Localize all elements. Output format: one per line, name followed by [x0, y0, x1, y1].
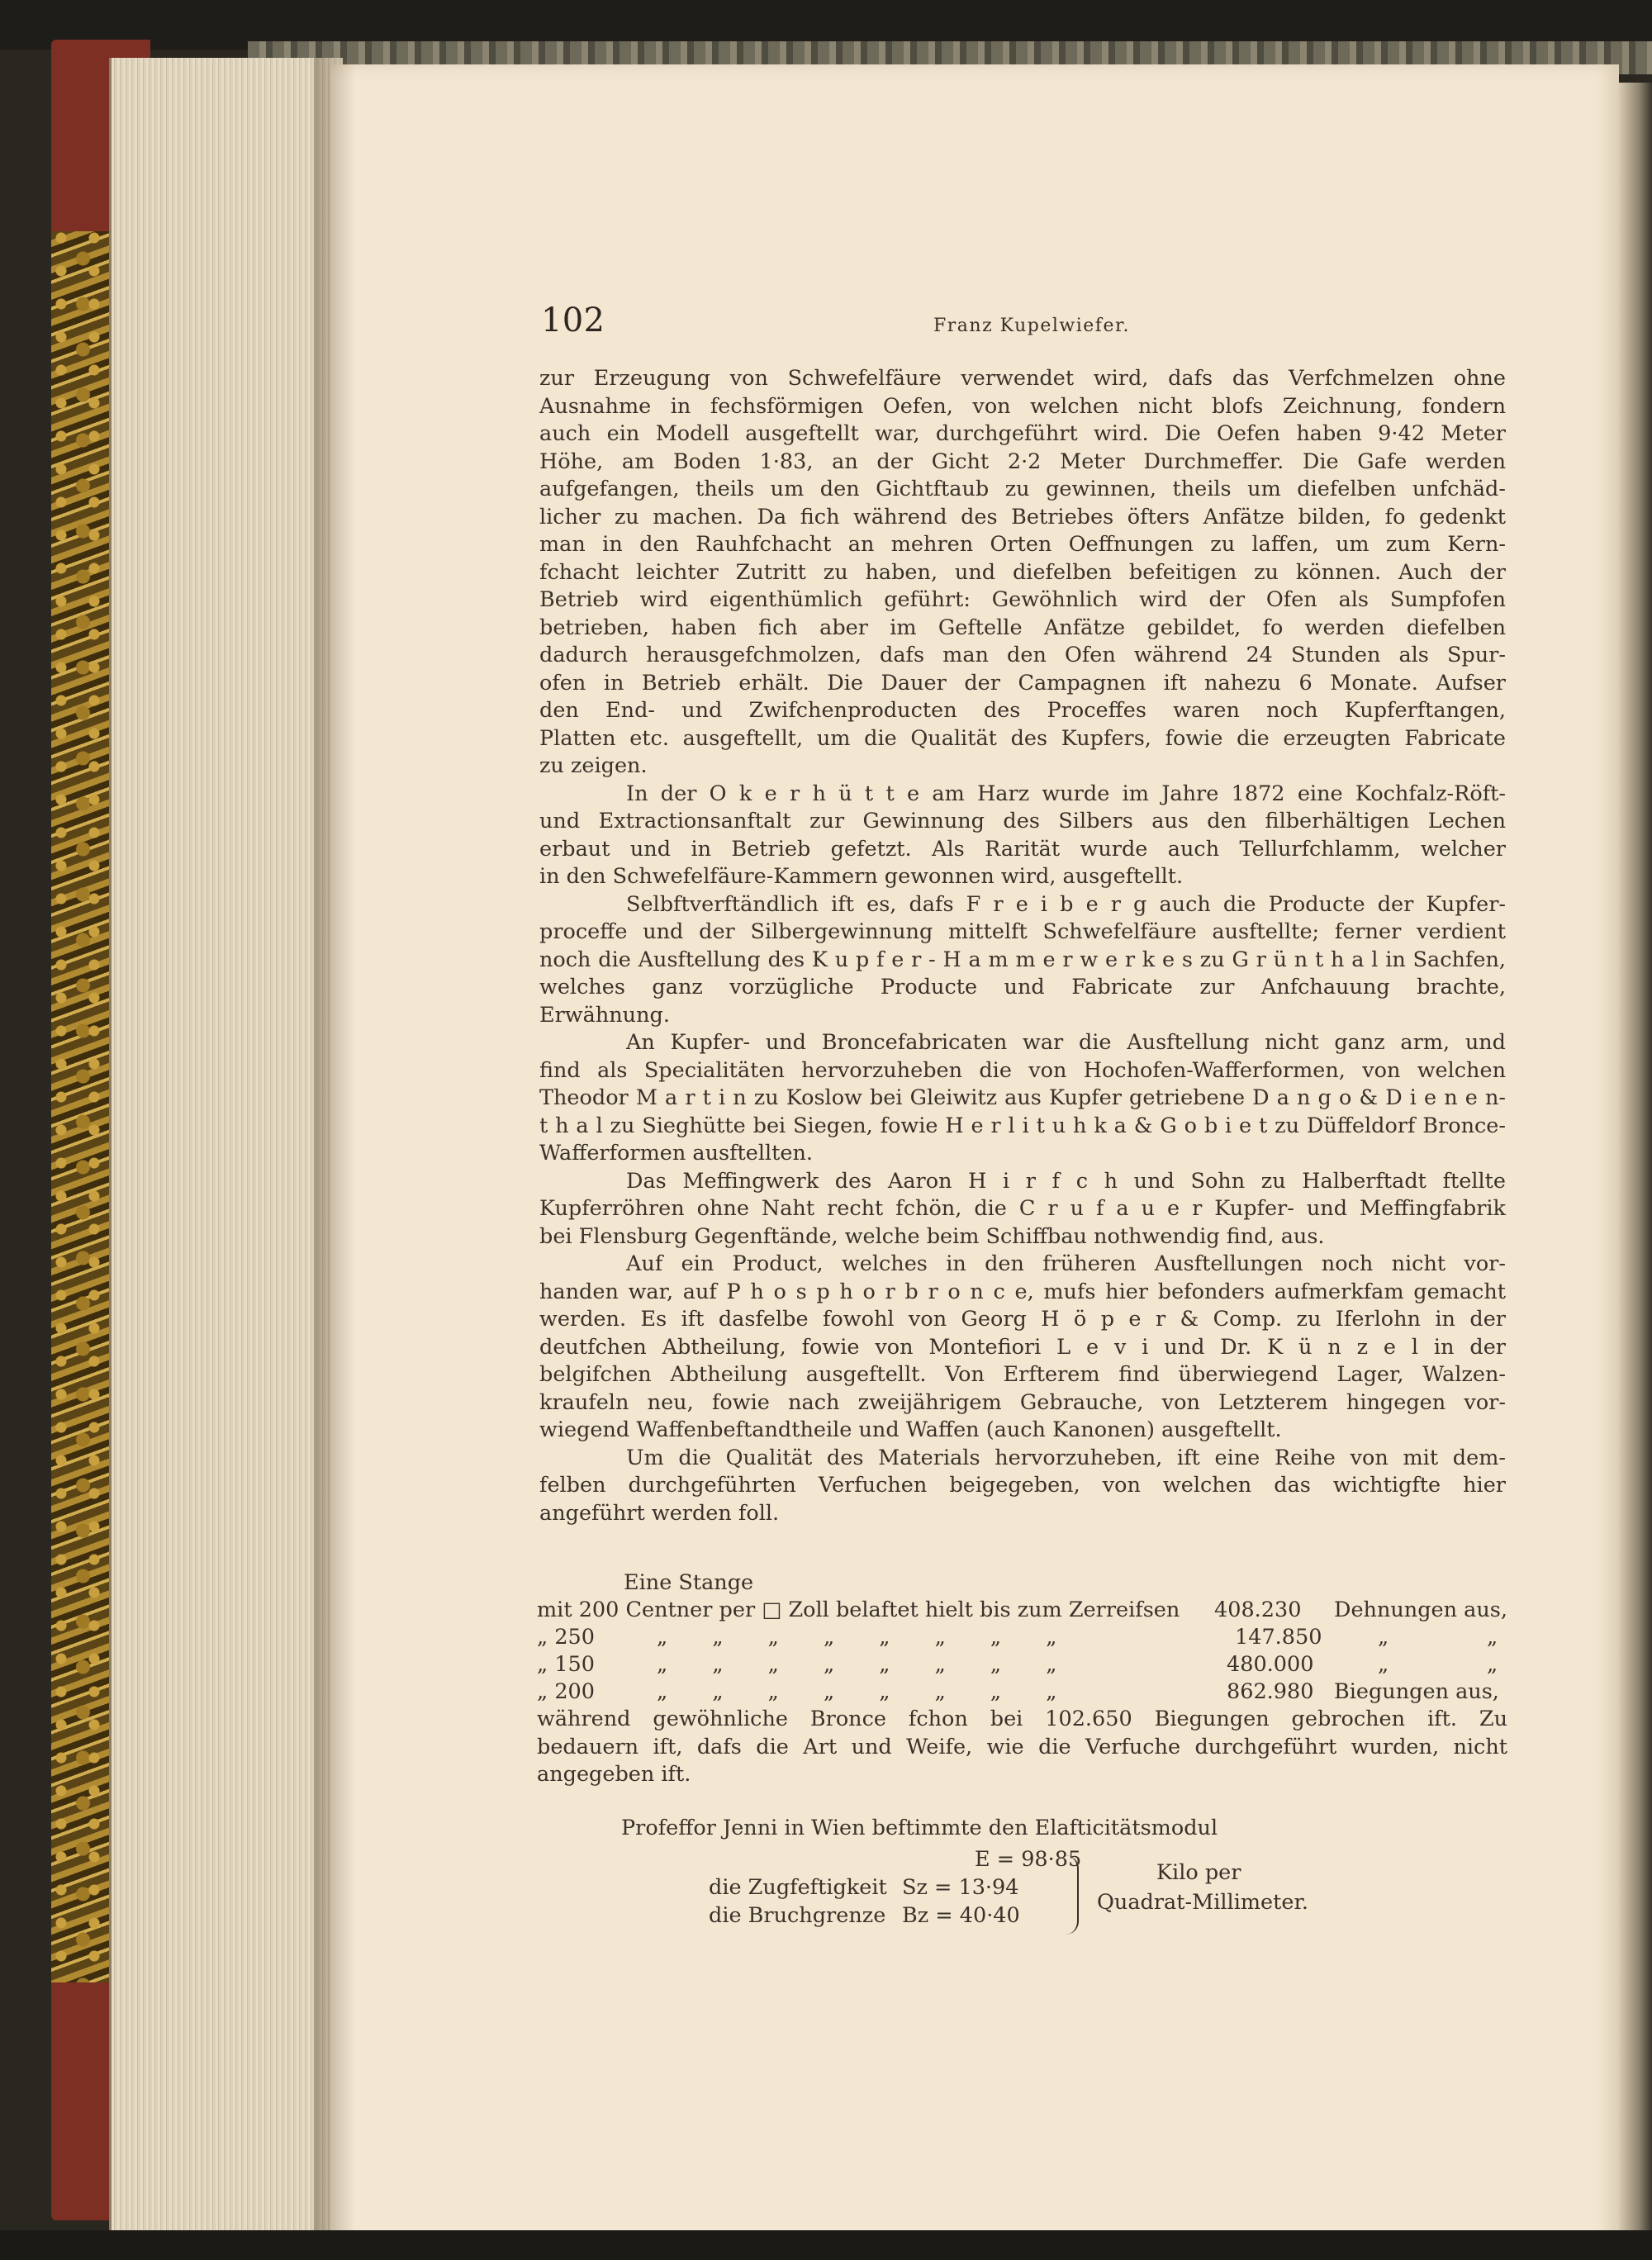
text-line: betrieben, haben fich aber im Geftelle Anfätze gebildet, fo werden diefelben: [539, 615, 1506, 640]
page-number: 102: [541, 301, 605, 339]
text-line: Um die Qualität des Materials hervorzuheben, ift eine Reihe von mit dem-: [626, 1445, 1506, 1470]
text-line: bei Flensburg Gegenftände, welche beim Schiffbau nothwendig find, aus.: [539, 1223, 1325, 1249]
text-line: Höhe, am Boden 1·83, an der Gicht 2·2 Meter Durchmeffer. Die Gafe werden: [539, 449, 1506, 474]
ditto-marks: „ „ „ „ „ „ „ „: [657, 1652, 1057, 1677]
text-line: licher zu machen. Da fich während des Betriebes öfters Anfätze bilden, fo gedenkt: [539, 504, 1506, 529]
table-row: [537, 1624, 1507, 1651]
text-line: Erwähnung.: [539, 1002, 670, 1028]
text-line: werden. Es ift dasfelbe fowohl von Georg H ö p e r & Comp. zu Iferlohn in der: [539, 1307, 1506, 1332]
table-row: [537, 1678, 1507, 1706]
page-stack: [109, 58, 343, 2230]
test-results-table: [537, 1569, 1507, 1789]
brace: [1066, 1855, 1079, 1935]
text-line: find als Specialitäten hervorzuheben die von Hochofen-Wafferformen, von welchen: [539, 1057, 1506, 1083]
text-line: wiegend Waffenbeftandtheile und Waffen (auch Kanonen) ausgeftellt.: [539, 1417, 1282, 1442]
text-line: und Extractionsanftalt zur Gewinnung des Silbers aus den filberhältigen Lechen: [539, 809, 1506, 833]
ditto-marks: „ „ „ „ „ „ „ „: [657, 1679, 1057, 1704]
text-line: in den Schwefelfäure-Kammern gewonnen wird, ausgeftellt.: [539, 864, 1184, 889]
table-after-line: bedauern ift, dafs die Art und Weife, wie die Verfuche durchgeführt wurden, nicht: [537, 1734, 1507, 1759]
formula-bz: Bz = 40·40: [902, 1903, 1020, 1928]
row-ditto: „: [1378, 1625, 1389, 1650]
formula-intro: Profeffor Jenni in Wien beftimmte den Elafticitätsmodul: [621, 1816, 1218, 1840]
formula-e: E = 98·85: [975, 1847, 1082, 1872]
gutter-shadow: [314, 58, 355, 2239]
text-line: ofen in Betrieb erhält. Die Dauer der Campagnen ift nahezu 6 Monate. Aufser: [539, 670, 1506, 696]
text-line: Das Meffingwerk des Aaron H i r f c h und Sohn zu Halberftadt ftellte: [626, 1168, 1506, 1194]
text-line: zu zeigen.: [539, 753, 648, 778]
row-value: 408.230: [1214, 1598, 1302, 1622]
row-ditto: „: [1378, 1652, 1389, 1677]
row-value: 480.000: [1227, 1652, 1314, 1677]
text-line: Platten etc. ausgeftellt, um die Qualität des Kupfers, fowie die erzeugten Fabricate: [539, 725, 1506, 751]
table-intro: Eine Stange: [624, 1570, 754, 1595]
row-ditto: „: [1487, 1625, 1498, 1650]
text-line: handen war, auf P h o s p h o r b r o n c e, mufs hier befonders aufmerkfam gemacht: [539, 1279, 1506, 1304]
text-line: belgifchen Abtheilung ausgeftellt. Von Erfterem find überwiegend Lager, Walzen-: [539, 1362, 1506, 1387]
table-after-line: während gewöhnliche Bronce fchon bei 102.650 Biegungen gebrochen ift. Zu: [537, 1707, 1507, 1731]
text-line: Ausnahme in fechsförmigen Oefen, von welchen nicht blofs Zeichnung, fondern: [539, 393, 1506, 419]
text-line: felben durchgeführten Verfuchen beigegeben, von welchen das wichtigfte hier: [539, 1473, 1506, 1498]
scan-bottom: [0, 2230, 1652, 2260]
text-line: kraufeln neu, fowie nach zweijährigem Gebrauche, von Letzterem hingegen vor-: [539, 1389, 1506, 1415]
text-line: Betrieb wird eigenthümlich geführt: Gewöhnlich wird der Ofen als Sumpfofen: [539, 587, 1506, 612]
text-line: proceffe und der Silbergewinnung mittelft Schwefelfäure ausftellte; ferner verdient: [539, 919, 1506, 944]
row-unit: Dehnungen aus,: [1334, 1598, 1507, 1622]
text-line: auch ein Modell ausgeftellt war, durchgeführt wird. Die Oefen haben 9·42 Meter: [539, 421, 1506, 446]
book-right-edge: [1619, 83, 1652, 2247]
text-line: deutfchen Abtheilung, fowie von Montefiori L e v i und Dr. K ü n z e l in der: [539, 1334, 1506, 1360]
text-line: An Kupfer- und Broncefabricaten war die Ausftellung nicht ganz arm, und: [626, 1030, 1506, 1055]
row-unit: Biegungen aus,: [1334, 1679, 1499, 1704]
row-ditto: „: [1487, 1652, 1498, 1677]
body-text: [539, 365, 1506, 1527]
text-line: In der O k e r h ü t t e am Harz wurde im Jahre 1872 eine Kochfalz-Röft-: [626, 781, 1506, 806]
ditto-marks: „ „ „ „ „ „ „ „: [657, 1625, 1057, 1650]
text-line: welches ganz vorzügliche Producte und Fabricate zur Anfchauung brachte,: [539, 975, 1506, 999]
text-line: Auf ein Product, welches in den früheren Ausftellungen noch nicht vor-: [626, 1251, 1506, 1276]
unit-line: Quadrat-Millimeter.: [1097, 1890, 1308, 1915]
text-line: Kupferröhren ohne Naht recht fchön, die C r u f a u e r Kupfer- und Meffingfabrik: [539, 1196, 1506, 1221]
row-value: 147.850: [1235, 1625, 1322, 1650]
text-line: Theodor M a r t i n zu Koslow bei Gleiwitz aus Kupfer getriebene D a n g o & D i e n e n-: [539, 1085, 1506, 1110]
text-line: den End- und Zwifchenproducten des Proceffes waren noch Kupferftangen,: [539, 698, 1506, 723]
row-load: mit 200 Centner per □ Zoll belaftet hielt bis zum Zerreifsen: [537, 1598, 1180, 1622]
text-line: angeführt werden foll.: [539, 1500, 780, 1526]
table-row: [537, 1597, 1507, 1624]
text-line: erbaut und in Betrieb gefetzt. Als Rarität wurde auch Tellurfchlamm, welcher: [539, 836, 1506, 862]
text-line: fchacht leichter Zutritt zu haben, und diefelben befeitigen zu können. Auch der: [539, 559, 1506, 585]
formula-label: die Zugfeftigkeit: [709, 1875, 887, 1900]
table-after-line: angegeben ift.: [537, 1762, 691, 1787]
text-line: aufgefangen, theils um den Gichtftaub zu gewinnen, theils um diefelben unfchäd-: [539, 477, 1506, 501]
table-row: [537, 1651, 1507, 1678]
row-load: „ 250: [537, 1625, 595, 1650]
unit-line: Kilo per: [1156, 1860, 1241, 1885]
text-line: Selbftverftändlich ift es, dafs F r e i b e r g auch die Producte der Kupfer-: [626, 891, 1506, 917]
text-line: dadurch herausgefchmolzen, dafs man den Ofen während 24 Stunden als Spur-: [539, 643, 1506, 667]
running-head: Franz Kupelwiefer.: [933, 316, 1131, 336]
row-load: „ 150: [537, 1652, 595, 1677]
text-line: noch die Ausftellung des K u p f e r - H a m m e r w e r k e s zu G r ü n t h a l in Sachfen,: [539, 947, 1506, 972]
text-line: Wafferformen ausftellten.: [539, 1141, 814, 1166]
row-load: „ 200: [537, 1679, 595, 1704]
marbled-edge: [51, 231, 109, 1982]
text-line: t h a l zu Sieghütte bei Siegen, fowie H e r l i t u h k a & G o b i e t zu Düffeldorf Bronce-: [539, 1113, 1506, 1138]
text-line: zur Erzeugung von Schwefelfäure verwendet wird, dafs das Verfchmelzen ohne: [539, 366, 1506, 391]
formula-sz: Sz = 13·94: [902, 1875, 1019, 1900]
formula-label: die Bruchgrenze: [709, 1903, 886, 1928]
row-value: 862.980: [1227, 1679, 1314, 1704]
text-line: man in den Rauhfchacht an mehren Orten Oeffnungen zu laffen, um zum Kern-: [539, 532, 1506, 557]
